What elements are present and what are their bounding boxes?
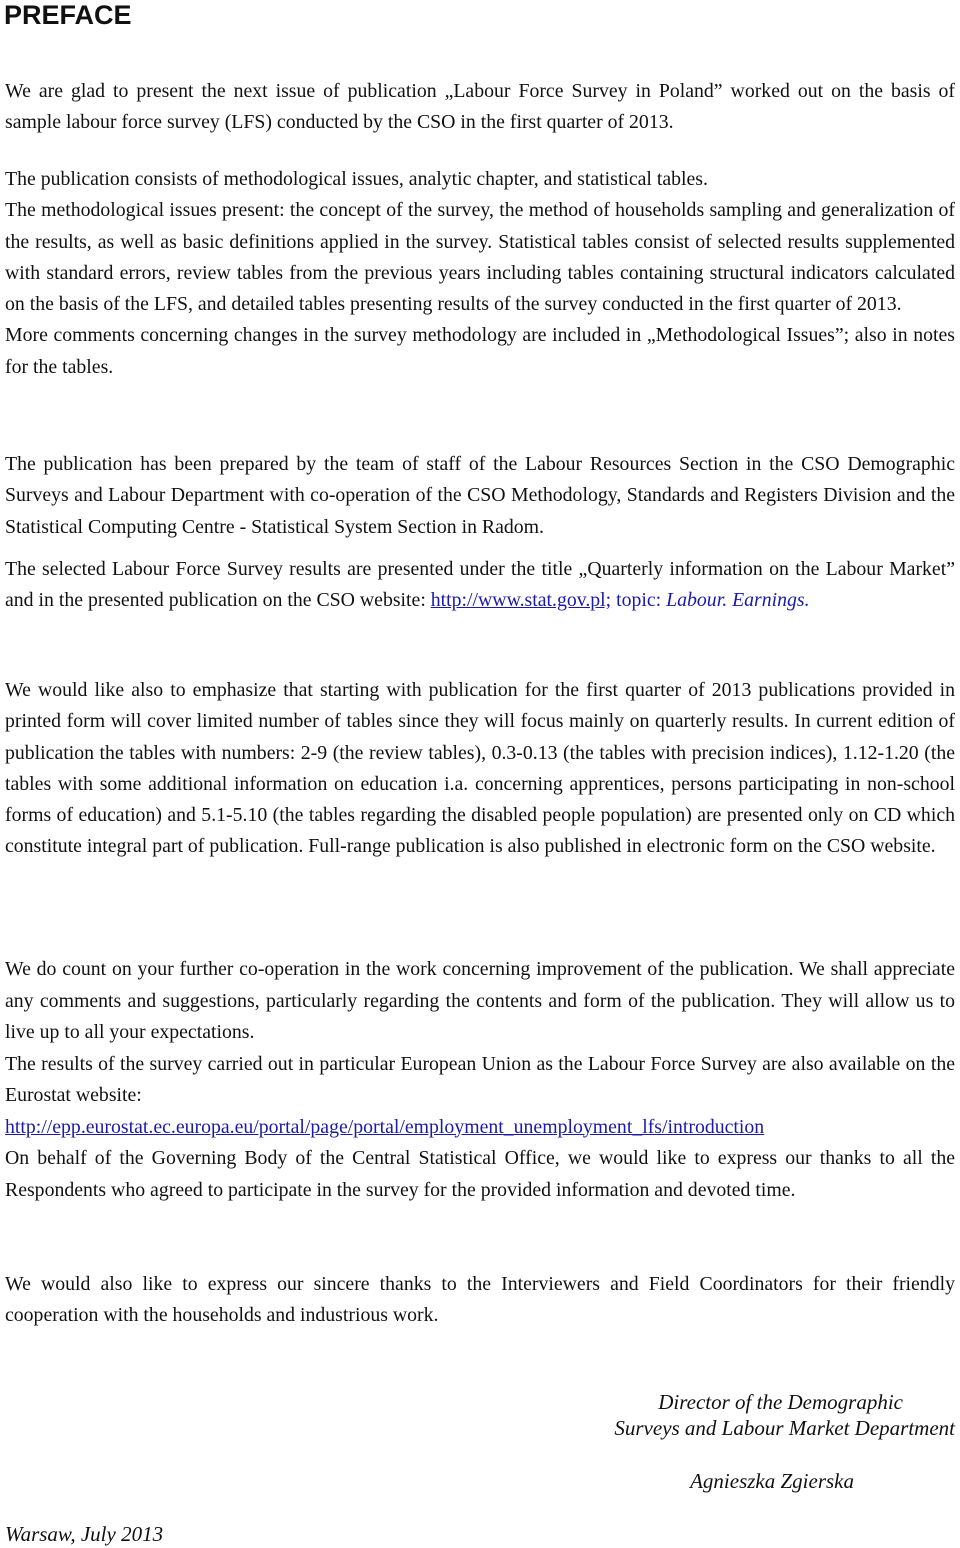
paragraph-cooperation bbox=[5, 954, 955, 1206]
thanks-respondents-text: On behalf of the Governing Body of the Central Statistical Office, we would like to express our thanks to all the Respondents who agreed to participate in the survey for the provided information and devoted time. bbox=[5, 1147, 955, 1201]
paragraph-thanks-interviewers: We would also like to express our sincere thanks to the Interviewers and Field Coordinators for their friendly cooperation with the households and industrious work. bbox=[5, 1273, 955, 1327]
place-date: Warsaw, July 2013 bbox=[5, 1522, 164, 1546]
paragraph-preparation: The publication has been prepared by the team of staff of the Labour Resources Section in the CSO Demographic Surveys and Labour Department with co-operation of the CSO Methodology, Standards and Registers Division and the Statistical Computing Centre - Statistical System Section in Radom. bbox=[5, 453, 955, 538]
page-title: PREFACE bbox=[4, 0, 132, 30]
eurostat-text: The results of the survey carried out in particular European Union as the Labour Force Survey are also available on the Eurostat website: bbox=[5, 1052, 955, 1106]
paragraph-results-title bbox=[5, 554, 955, 617]
signature-title-line1: Director of the Demographic bbox=[658, 1390, 903, 1414]
paragraph-contents-line: The publication consists of methodological issues, analytic chapter, and statistical tables. bbox=[5, 168, 708, 190]
paragraph-intro: We are glad to present the next issue of publication „Labour Force Survey in Poland” worked out on the basis of sample labour force survey (LFS) conducted by the CSO in the first quarter of 2013. bbox=[5, 80, 955, 134]
paragraph-methodology bbox=[5, 164, 955, 383]
signature-name: Agnieszka Zgierska bbox=[690, 1469, 854, 1493]
signature-title-line2: Surveys and Labour Market Department bbox=[614, 1416, 955, 1440]
paragraph-methodology-detail: The methodological issues present: the concept of the survey, the method of households sampling and generalization of the results, as well as basic definitions applied in the survey. Statistical tables consist of selected results supplemented with standard errors, review tables from the previous years including tables containing structural indicators calculated on the basis of the LFS, and detailed tables presenting results of the survey conducted in the first quarter of 2013. bbox=[5, 199, 955, 316]
topic-text: topic: bbox=[611, 589, 662, 612]
results-text: The selected Labour Force Survey results are presented under the title „Quarterly information on the Labour Market” and in the presented publication on the CSO website: bbox=[5, 558, 955, 612]
cso-website-link[interactable]: http://www.stat.gov.pl; bbox=[430, 589, 612, 612]
paragraph-methodology-comments: More comments concerning changes in the survey methodology are included in „Methodological Issues”; also in notes for the tables. bbox=[5, 324, 955, 378]
paragraph-emphasize: We would like also to emphasize that starting with publication for the first quarter of 2013 publications provided in printed form will cover limited number of tables since they will focus mainly on quarterly results. In current edition of publication the tables with numbers: 2-9 (the review tables), 0.3-0.13 (the tables with precision indices), 1.12-1.20 (the tables with some additional information on education i.a. concerning apprentices, persons participating in non-school forms of education) and 5.1-5.10 (the tables regarding the disabled people population) are presented only on CD which constitute integral part of publication. Full-range publication is also published in electronic form on the CSO website. bbox=[5, 679, 955, 858]
cooperation-text: We do count on your further co-operation in the work concerning improvement of the publication. We shall appreciate any comments and suggestions, particularly regarding the contents and form of the publication. They will allow us to live up to all your expectations. bbox=[5, 958, 955, 1043]
eurostat-link[interactable]: http://epp.eurostat.ec.europa.eu/portal/page/portal/employment_unemployment_lfs/introduction bbox=[5, 1115, 765, 1138]
topic-italic: Labour. Earnings. bbox=[666, 589, 810, 612]
